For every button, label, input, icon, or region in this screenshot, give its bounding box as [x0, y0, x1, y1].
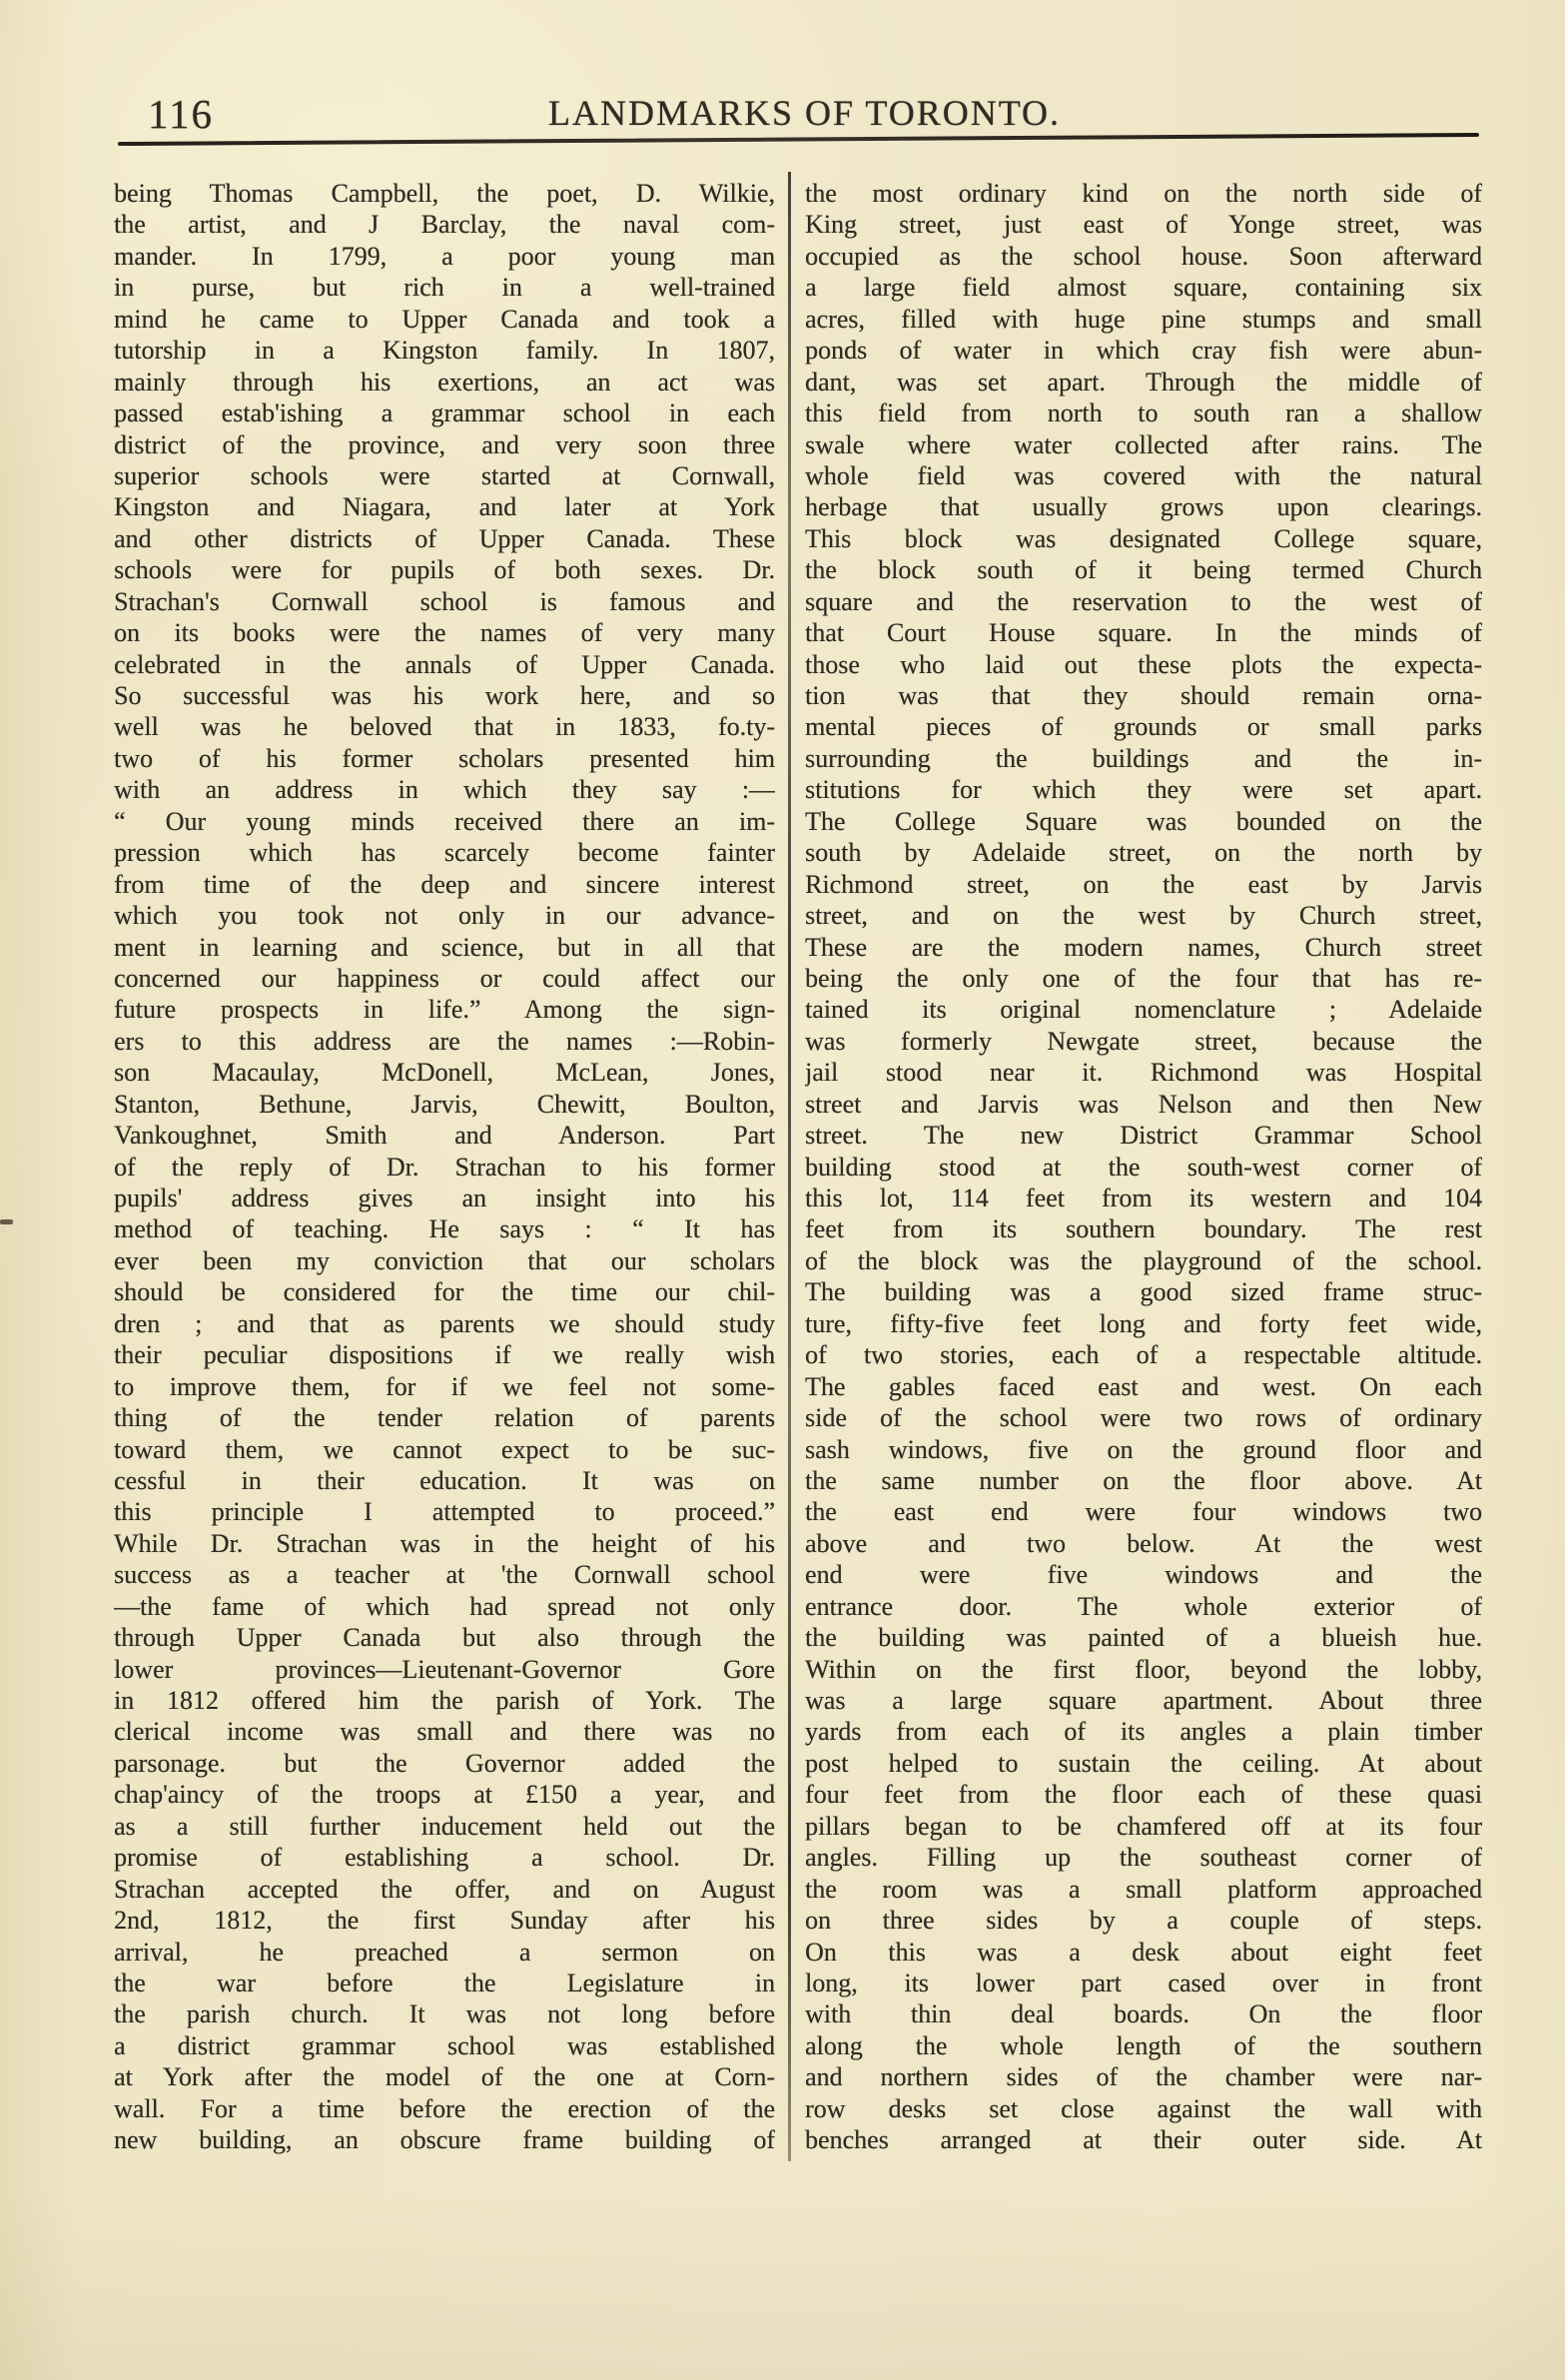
text-line: a district grammar school was established [114, 2030, 775, 2060]
text-line: tion was that they should remain orna- [805, 681, 1482, 710]
text-line: occupied as the school house. Soon afterward [805, 241, 1482, 271]
text-line: end were five windows and the [805, 1560, 1482, 1590]
text-line: was a large square apartment. About three [805, 1686, 1482, 1715]
text-line: those who laid out these plots the expecta- [805, 649, 1482, 679]
text-line: passed estab'ishing a grammar school in each [114, 398, 775, 428]
text-line: this principle I attempted to proceed.” [114, 1497, 775, 1527]
text-line: Vankoughnet, Smith and Anderson. Part [114, 1121, 775, 1151]
text-line: two of his former scholars presented him [114, 743, 775, 773]
text-line: Strachan's Cornwall school is famous and [114, 586, 775, 616]
text-line: with thin deal boards. On the floor [805, 1999, 1482, 2029]
text-line: entrance door. The whole exterior of [805, 1591, 1482, 1621]
text-line: a large field almost square, containing six [805, 273, 1482, 303]
text-line: pression which has scarcely become fainter [114, 838, 775, 868]
text-line: from time of the deep and sincere interest [114, 869, 775, 899]
text-line: new building, an obscure frame building of [114, 2125, 775, 2155]
right-column [805, 178, 1482, 2156]
text-line: and northern sides of the chamber were nar- [805, 2062, 1482, 2092]
text-line: The gables faced east and west. On each [805, 1371, 1482, 1401]
text-line: the artist, and J Barclay, the naval com- [114, 210, 775, 240]
text-line: district of the province, and very soon three [114, 429, 775, 459]
text-line: well was he beloved that in 1833, fo.ty- [114, 712, 775, 742]
text-line: mind he came to Upper Canada and took a [114, 304, 775, 334]
text-line: These are the modern names, Church street [805, 932, 1482, 962]
text-line: Richmond street, on the east by Jarvis [805, 869, 1482, 899]
text-line: ment in learning and science, but in all that [114, 932, 775, 962]
text-line: the most ordinary kind on the north side of [805, 179, 1482, 208]
text-line: superior schools were started at Cornwall, [114, 460, 775, 490]
text-line: Stanton, Bethune, Jarvis, Chewitt, Boulton, [114, 1089, 775, 1119]
text-line: parsonage. but the Governor added the [114, 1748, 775, 1778]
text-line: the war before the Legislature in [114, 1968, 775, 1997]
text-line: tained its original nomenclature ; Adelaide [805, 995, 1482, 1025]
text-line: son Macaulay, McDonell, McLean, Jones, [114, 1058, 775, 1088]
text-line: clerical income was small and there was no [114, 1717, 775, 1747]
text-line: yards from each of its angles a plain timber [805, 1717, 1482, 1747]
text-line: ponds of water in which cray fish were abun- [805, 336, 1482, 366]
text-line: this field from north to south ran a shallow [805, 398, 1482, 428]
text-line: “ Our young minds received there an im- [114, 806, 775, 836]
text-line: side of the school were two rows of ordinary [805, 1403, 1482, 1433]
text-line: Within on the first floor, beyond the lobby, [805, 1654, 1482, 1684]
text-line: angles. Filling up the southeast corner of [805, 1843, 1482, 1873]
text-line: toward them, we cannot expect to be suc- [114, 1434, 775, 1464]
text-line: ever been my conviction that our scholars [114, 1245, 775, 1275]
text-line: four feet from the floor each of these quasi [805, 1780, 1482, 1810]
text-line: was formerly Newgate street, because the [805, 1026, 1482, 1056]
text-line: lower provinces—Lieutenant-Governor Gore [114, 1654, 775, 1684]
text-line: celebrated in the annals of Upper Canada. [114, 649, 775, 679]
text-line: cessful in their education. It was on [114, 1465, 775, 1495]
text-line: of two stories, each of a respectable altitude. [805, 1340, 1482, 1370]
text-line: whole field was covered with the natural [805, 460, 1482, 490]
text-line: On this was a desk about eight feet [805, 1937, 1482, 1967]
text-line: building stood at the south-west corner of [805, 1152, 1482, 1182]
text-line: This block was designated College square, [805, 523, 1482, 553]
page-title: LANDMARKS OF TORONTO. [547, 93, 1062, 133]
text-line: The College Square was bounded on the [805, 806, 1482, 836]
column-divider [788, 172, 791, 2161]
text-line: herbage that usually grows upon clearings. [805, 492, 1482, 522]
text-line: ture, fifty-five feet long and forty feet wide, [805, 1308, 1482, 1338]
text-line: street, and on the west by Church street, [805, 901, 1482, 931]
text-line: surrounding the buildings and the in- [805, 743, 1482, 773]
text-line: street and Jarvis was Nelson and then New [805, 1089, 1482, 1119]
text-line: concerned our happiness or could affect our [114, 963, 775, 993]
text-line: along the whole length of the southern [805, 2030, 1482, 2060]
margin-mark [0, 1219, 13, 1224]
text-line: being the only one of the four that has re- [805, 963, 1482, 993]
text-line: on its books were the names of very many [114, 618, 775, 648]
text-line: as a still further inducement held out the [114, 1811, 775, 1841]
text-line: south by Adelaide street, on the north by [805, 838, 1482, 868]
text-line: benches arranged at their outer side. At [805, 2125, 1482, 2155]
header-rule [118, 133, 1479, 146]
text-line: that Court House square. In the minds of [805, 618, 1482, 648]
text-line: wall. For a time before the erection of the [114, 2093, 775, 2123]
text-line: promise of establishing a school. Dr. [114, 1843, 775, 1873]
text-line: at York after the model of the one at Corn- [114, 2062, 775, 2092]
text-line: to improve them, for if we feel not some- [114, 1371, 775, 1401]
text-line: swale where water collected after rains. The [805, 429, 1482, 459]
text-line: ers to this address are the names :—Robin- [114, 1026, 775, 1056]
text-line: feet from its southern boundary. The rest [805, 1214, 1482, 1244]
text-line: in 1812 offered him the parish of York. The [114, 1686, 775, 1715]
text-line: on three sides by a couple of steps. [805, 1906, 1482, 1936]
text-line: pupils' address gives an insight into his [114, 1184, 775, 1212]
text-line: pillars began to be chamfered off at its four [805, 1811, 1482, 1841]
text-line: 2nd, 1812, the first Sunday after his [114, 1906, 775, 1936]
text-line: in purse, but rich in a well-trained [114, 273, 775, 303]
text-line: being Thomas Campbell, the poet, D. Wilkie, [114, 179, 775, 208]
text-line: long, its lower part cased over in front [805, 1968, 1482, 1997]
text-line: success as a teacher at 'the Cornwall school [114, 1560, 775, 1590]
text-line: dant, was set apart. Through the middle of [805, 367, 1482, 397]
text-line: tutorship in a Kingston family. In 1807, [114, 336, 775, 366]
text-line: jail stood near it. Richmond was Hospital [805, 1058, 1482, 1088]
text-line: the east end were four windows two [805, 1497, 1482, 1527]
text-line: mainly through his exertions, an act was [114, 367, 775, 397]
text-line: should be considered for the time our chil- [114, 1277, 775, 1307]
text-line: the building was painted of a blueish hue. [805, 1623, 1482, 1653]
text-line: of the block was the playground of the school. [805, 1245, 1482, 1275]
text-line: this lot, 114 feet from its western and 104 [805, 1184, 1482, 1212]
text-line: King street, just east of Yonge street, was [805, 210, 1482, 240]
text-line: arrival, he preached a sermon on [114, 1937, 775, 1967]
text-line: acres, filled with huge pine stumps and small [805, 304, 1482, 334]
text-line: square and the reservation to the west of [805, 586, 1482, 616]
text-line: Strachan accepted the offer, and on August [114, 1874, 775, 1904]
text-line: street. The new District Grammar School [805, 1121, 1482, 1151]
left-column [114, 178, 775, 2156]
text-line: While Dr. Strachan was in the height of his [114, 1528, 775, 1558]
text-line: method of teaching. He says : “ It has [114, 1214, 775, 1244]
text-line: row desks set close against the wall with [805, 2093, 1482, 2123]
text-line: the parish church. It was not long before [114, 1999, 775, 2029]
text-line: post helped to sustain the ceiling. At about [805, 1748, 1482, 1778]
text-line: chap'aincy of the troops at £150 a year, and [114, 1780, 775, 1810]
text-line: mental pieces of grounds or small parks [805, 712, 1482, 742]
text-line: above and two below. At the west [805, 1528, 1482, 1558]
text-line: mander. In 1799, a poor young man [114, 241, 775, 271]
text-line: the block south of it being termed Church [805, 555, 1482, 585]
text-line: the room was a small platform approached [805, 1874, 1482, 1904]
text-line: —the fame of which had spread not only [114, 1591, 775, 1621]
text-line: with an address in which they say :— [114, 775, 775, 805]
text-line: through Upper Canada but also through the [114, 1623, 775, 1653]
text-line: their peculiar dispositions if we really wish [114, 1340, 775, 1370]
text-line: which you took not only in our advance- [114, 901, 775, 931]
text-line: and other districts of Upper Canada. These [114, 523, 775, 553]
text-line: So successful was his work here, and so [114, 681, 775, 710]
text-line: The building was a good sized frame struc- [805, 1277, 1482, 1307]
page-number: 116 [148, 91, 214, 137]
text-line: of the reply of Dr. Strachan to his former [114, 1152, 775, 1182]
text-line: schools were for pupils of both sexes. Dr. [114, 555, 775, 585]
text-line: future prospects in life.” Among the sign- [114, 995, 775, 1025]
text-line: dren ; and that as parents we should study [114, 1308, 775, 1338]
text-line: stitutions for which they were set apart. [805, 775, 1482, 805]
text-line: thing of the tender relation of parents [114, 1403, 775, 1433]
text-line: sash windows, five on the ground floor and [805, 1434, 1482, 1464]
text-line: Kingston and Niagara, and later at York [114, 492, 775, 522]
text-line: the same number on the floor above. At [805, 1465, 1482, 1495]
